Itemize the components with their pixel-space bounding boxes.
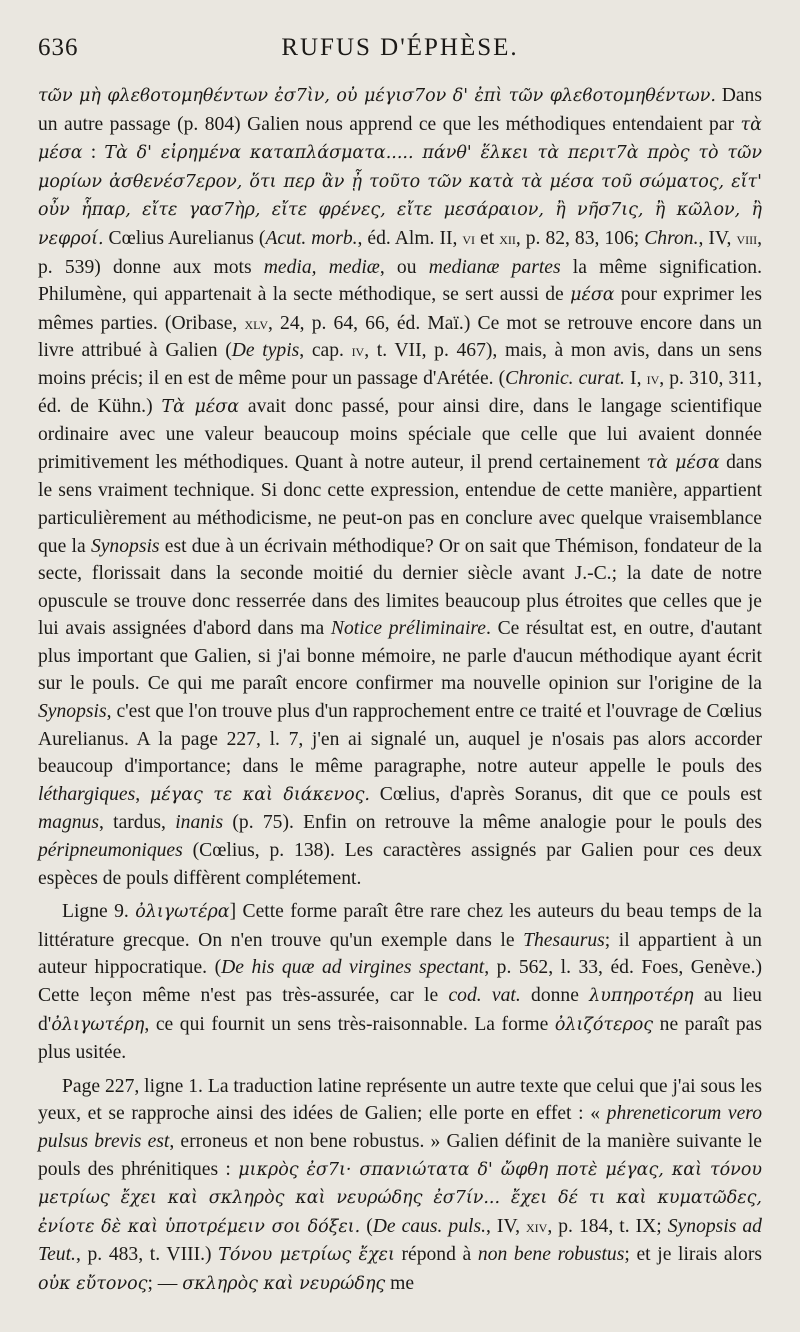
- page-body: [38, 82, 762, 1299]
- text-run: me: [385, 1272, 415, 1294]
- text-run: , éd. Alm. II,: [357, 227, 463, 249]
- small-caps-text: iv: [351, 341, 365, 361]
- page-header: [38, 30, 762, 68]
- small-caps-text: iv: [646, 368, 660, 388]
- text-run: Cœlius Aurelianus (: [103, 227, 266, 249]
- italic-text: medianæ partes: [428, 256, 561, 278]
- text-run: , p. 82, 83, 106;: [515, 227, 645, 249]
- text-run: (p. 75). Enfin on retrouve la même analogie pour le pouls des: [223, 812, 762, 834]
- greek-text: ὀλιγωτέρα: [135, 902, 230, 923]
- greek-text: Τὰ δ' εἰρημένα καταπλάσματα..... πάνθ' ἕλκει τὰ περιτ7ὰ πρὸς τὸ τῶν μορίων ἀσθενέσ7ερον, ὅτι περ ἂν ᾖ τοῦτο τῶν κατὰ τὰ μέσα τοῦ σώματος, εἴτ' οὖν ἧπαρ, εἴτε γασ7ὴρ, εἴτε φρένες, εἴτε μεσάραιον, ἢ νῆσ7ις, ἢ κῶλον, ἢ νεφροί.: [38, 143, 762, 249]
- text-run: , p. 539) donne aux mots: [38, 227, 762, 278]
- italic-text: phreneticorum vero pulsus brevis est: [38, 1103, 762, 1152]
- text-run: ; il appartient à un auteur hippocratique. (: [38, 929, 762, 979]
- text-run: :: [82, 142, 105, 164]
- page-number: 636: [38, 34, 79, 61]
- text-run: , ce qui fournit un sens très-raisonnable. La forme: [144, 1013, 555, 1035]
- text-run: ] Cette forme paraît être rare chez les auteurs du beau temps de la littérature grecque. On n'en trouve qu'un exemple dans le: [38, 901, 762, 951]
- greek-text: τῶν μὴ φλεϐοτομηθέντων ἐσ7ὶν, οὐ μέγισ7ον δ' ἐπὶ τῶν φλεϐοτομηθέντων.: [38, 86, 716, 106]
- paragraph-0: [38, 82, 762, 892]
- text-run: ,: [135, 783, 150, 805]
- small-caps-text: vi: [462, 228, 476, 248]
- text-run: ne paraît pas plus usitée.: [38, 1013, 762, 1064]
- text-run: , 24, p. 64, 66, éd. Maï.) Ce mot se retrouve encore dans un livre attribué à Galien (: [38, 312, 762, 362]
- text-run: , IV,: [486, 1215, 526, 1237]
- running-title: RUFUS D'ÉPHÈSE.: [281, 34, 519, 61]
- text-run: est due à un écrivain méthodique? Or on sait que Thémison, fondateur de la secte, florissait dans la seconde moitié du dernier siècle avant J.-C.; la date de notre opuscule se trouve donc resserrée dans des limites beaucoup plus étroites que celles que je lui avais assignées d'abord dans ma: [38, 535, 763, 640]
- text-run: (: [360, 1215, 373, 1237]
- greek-text: Τὰ μέσα: [161, 396, 240, 417]
- text-run: dans le sens vraiment technique. Si donc cette expression, entendue de cette manière, appartient particulièrement au méthodicisme, ne peut-on pas en conclure avec quelque vraisemblance que la: [38, 451, 762, 557]
- small-caps-text: viii: [736, 228, 758, 248]
- text-run: , erroneus et non bene robustus. » Galien définit de la manière suivante le pouls des phrénitiques :: [38, 1130, 762, 1180]
- text-run: au lieu d': [38, 985, 762, 1035]
- italic-text: media, mediæ: [263, 256, 380, 278]
- italic-text: De typis: [231, 340, 300, 362]
- italic-text: léthargiques: [38, 783, 136, 805]
- greek-text: σκληρὸς καὶ νευρώδης: [182, 1273, 386, 1294]
- text-run: , p. 310, 311, éd. de Kühn.): [38, 367, 762, 417]
- text-run: , tardus,: [98, 812, 176, 834]
- italic-text: inanis: [175, 812, 224, 834]
- italic-text: non bene robustus: [477, 1244, 625, 1266]
- italic-text: Synopsis ad Teut.: [38, 1215, 762, 1266]
- text-run: , cap.: [299, 340, 352, 362]
- italic-text: péripneumoniques: [38, 840, 183, 862]
- greek-text: μέσα: [570, 285, 615, 306]
- paragraph-2: [38, 1073, 762, 1299]
- small-caps-text: xii: [499, 228, 516, 248]
- text-run: , p. 184, t. IX;: [547, 1215, 668, 1237]
- text-run: ; et je lirais alors: [624, 1244, 762, 1266]
- greek-text: μικρὸς ἐσ7ι· σπανιώτατα δ' ὤφθη ποτὲ μέγας, καὶ τόνου μετρίως ἔχει καὶ σκληρὸς καὶ νευρώδης ἐσ7ίν... ἔχει δέ τι καὶ κυματῶδες, ἐνίοτε δὲ καὶ ὑποτρέμειν σοι δόξει.: [38, 1159, 762, 1237]
- greek-text: λυπηροτέρη: [589, 986, 694, 1006]
- text-run: avait donc passé, pour ainsi dire, dans le langage scientifique ordinaire avec une valeur beaucoup moins spéciale que celle que lui avaient donnée primitivement les méthodiques. Quant à notre auteur, il prend certainement: [38, 395, 762, 473]
- italic-text: De his quæ ad virgines spectant: [221, 957, 485, 979]
- text-run: Cœlius, d'après Soranus, dit que ce pouls est: [369, 783, 762, 805]
- italic-text: Chron.: [644, 227, 699, 249]
- text-run: Dans un autre passage (p. 804) Galien nous apprend ce que les méthodiques entendaient par: [38, 85, 762, 135]
- text-run: , ou: [379, 256, 429, 278]
- greek-text: ὀλιγωτέρη: [51, 1014, 145, 1035]
- italic-text: Synopsis: [38, 701, 107, 723]
- small-caps-text: xlv: [244, 313, 268, 333]
- greek-text: τὰ μέσα: [646, 452, 720, 473]
- text-run: pour exprimer les mêmes parties. (Oribase,: [38, 284, 762, 334]
- text-run: , c'est que l'on trouve plus d'un rapprochement entre ce traité et l'ouvrage de Cœlius Aurelianus. A la page 227, l. 7, j'en ai signalé un, auquel je n'osais pas alors accorder beaucoup d'importance; dans le même paragraphe, notre auteur appelle le pouls des: [38, 701, 762, 778]
- text-run: et: [475, 227, 500, 249]
- text-run: ; —: [147, 1272, 183, 1294]
- paragraph-1: [38, 898, 762, 1067]
- text-run: , t. VII, p. 467), mais, à mon avis, dans un sens moins précis; il en est de même pour un passage d'Arétée. (: [38, 340, 762, 389]
- italic-text: De caus. puls.: [372, 1215, 486, 1237]
- text-run: I,: [624, 367, 647, 389]
- italic-text: Chronic. curat.: [505, 367, 625, 389]
- text-run: , p. 562, l. 33, éd. Foes, Genève.) Cette leçon même n'est pas très-assurée, car le: [38, 957, 762, 1006]
- text-run: Page 227, ligne 1. La traduction latine représente un autre texte que celui que j'ai sous les yeux, et se rapproche ainsi des idées de Galien; elle porte en effet : «: [38, 1075, 762, 1125]
- text-run: donne: [520, 985, 590, 1006]
- italic-text: Notice préliminaire: [330, 618, 486, 640]
- text-run: , IV,: [698, 227, 737, 249]
- text-run: Ligne 9.: [62, 901, 136, 923]
- greek-text: ὀλιζότερος: [554, 1014, 654, 1035]
- italic-text: magnus: [38, 812, 99, 834]
- italic-text: Synopsis: [90, 535, 160, 557]
- italic-text: Thesaurus: [523, 929, 605, 951]
- small-caps-text: xiv: [526, 1216, 548, 1236]
- italic-text: cod. vat.: [448, 985, 521, 1006]
- text-run: la même signification. Philumène, qui appartenait à la secte méthodique, se sert aussi de: [38, 256, 762, 306]
- greek-text: Τόνου μετρίως ἔχει: [218, 1245, 395, 1266]
- text-run: (Cœlius, p. 138). Les caractères assignés par Galien pour ces deux espèces de pouls diffèrent complétement.: [38, 840, 762, 889]
- greek-text: μέγας τε καὶ διάκενος.: [149, 784, 370, 805]
- italic-text: Acut. morb.: [265, 227, 358, 249]
- text-run: , p. 483, t. VIII.): [75, 1244, 219, 1266]
- greek-text: οὐκ εὔτονος: [38, 1273, 148, 1294]
- text-run: . Ce résultat est, en outre, d'autant plus important que Galien, si j'ai bonne mémoire, ne parle d'aucun méthodique ayant écrit sur le pouls. Ce qui me paraît encore confirmer ma nouvelle opinion sur l'origine de la: [38, 618, 762, 695]
- text-run: répond à: [394, 1244, 478, 1266]
- greek-text: τὰ μέσα: [38, 114, 762, 164]
